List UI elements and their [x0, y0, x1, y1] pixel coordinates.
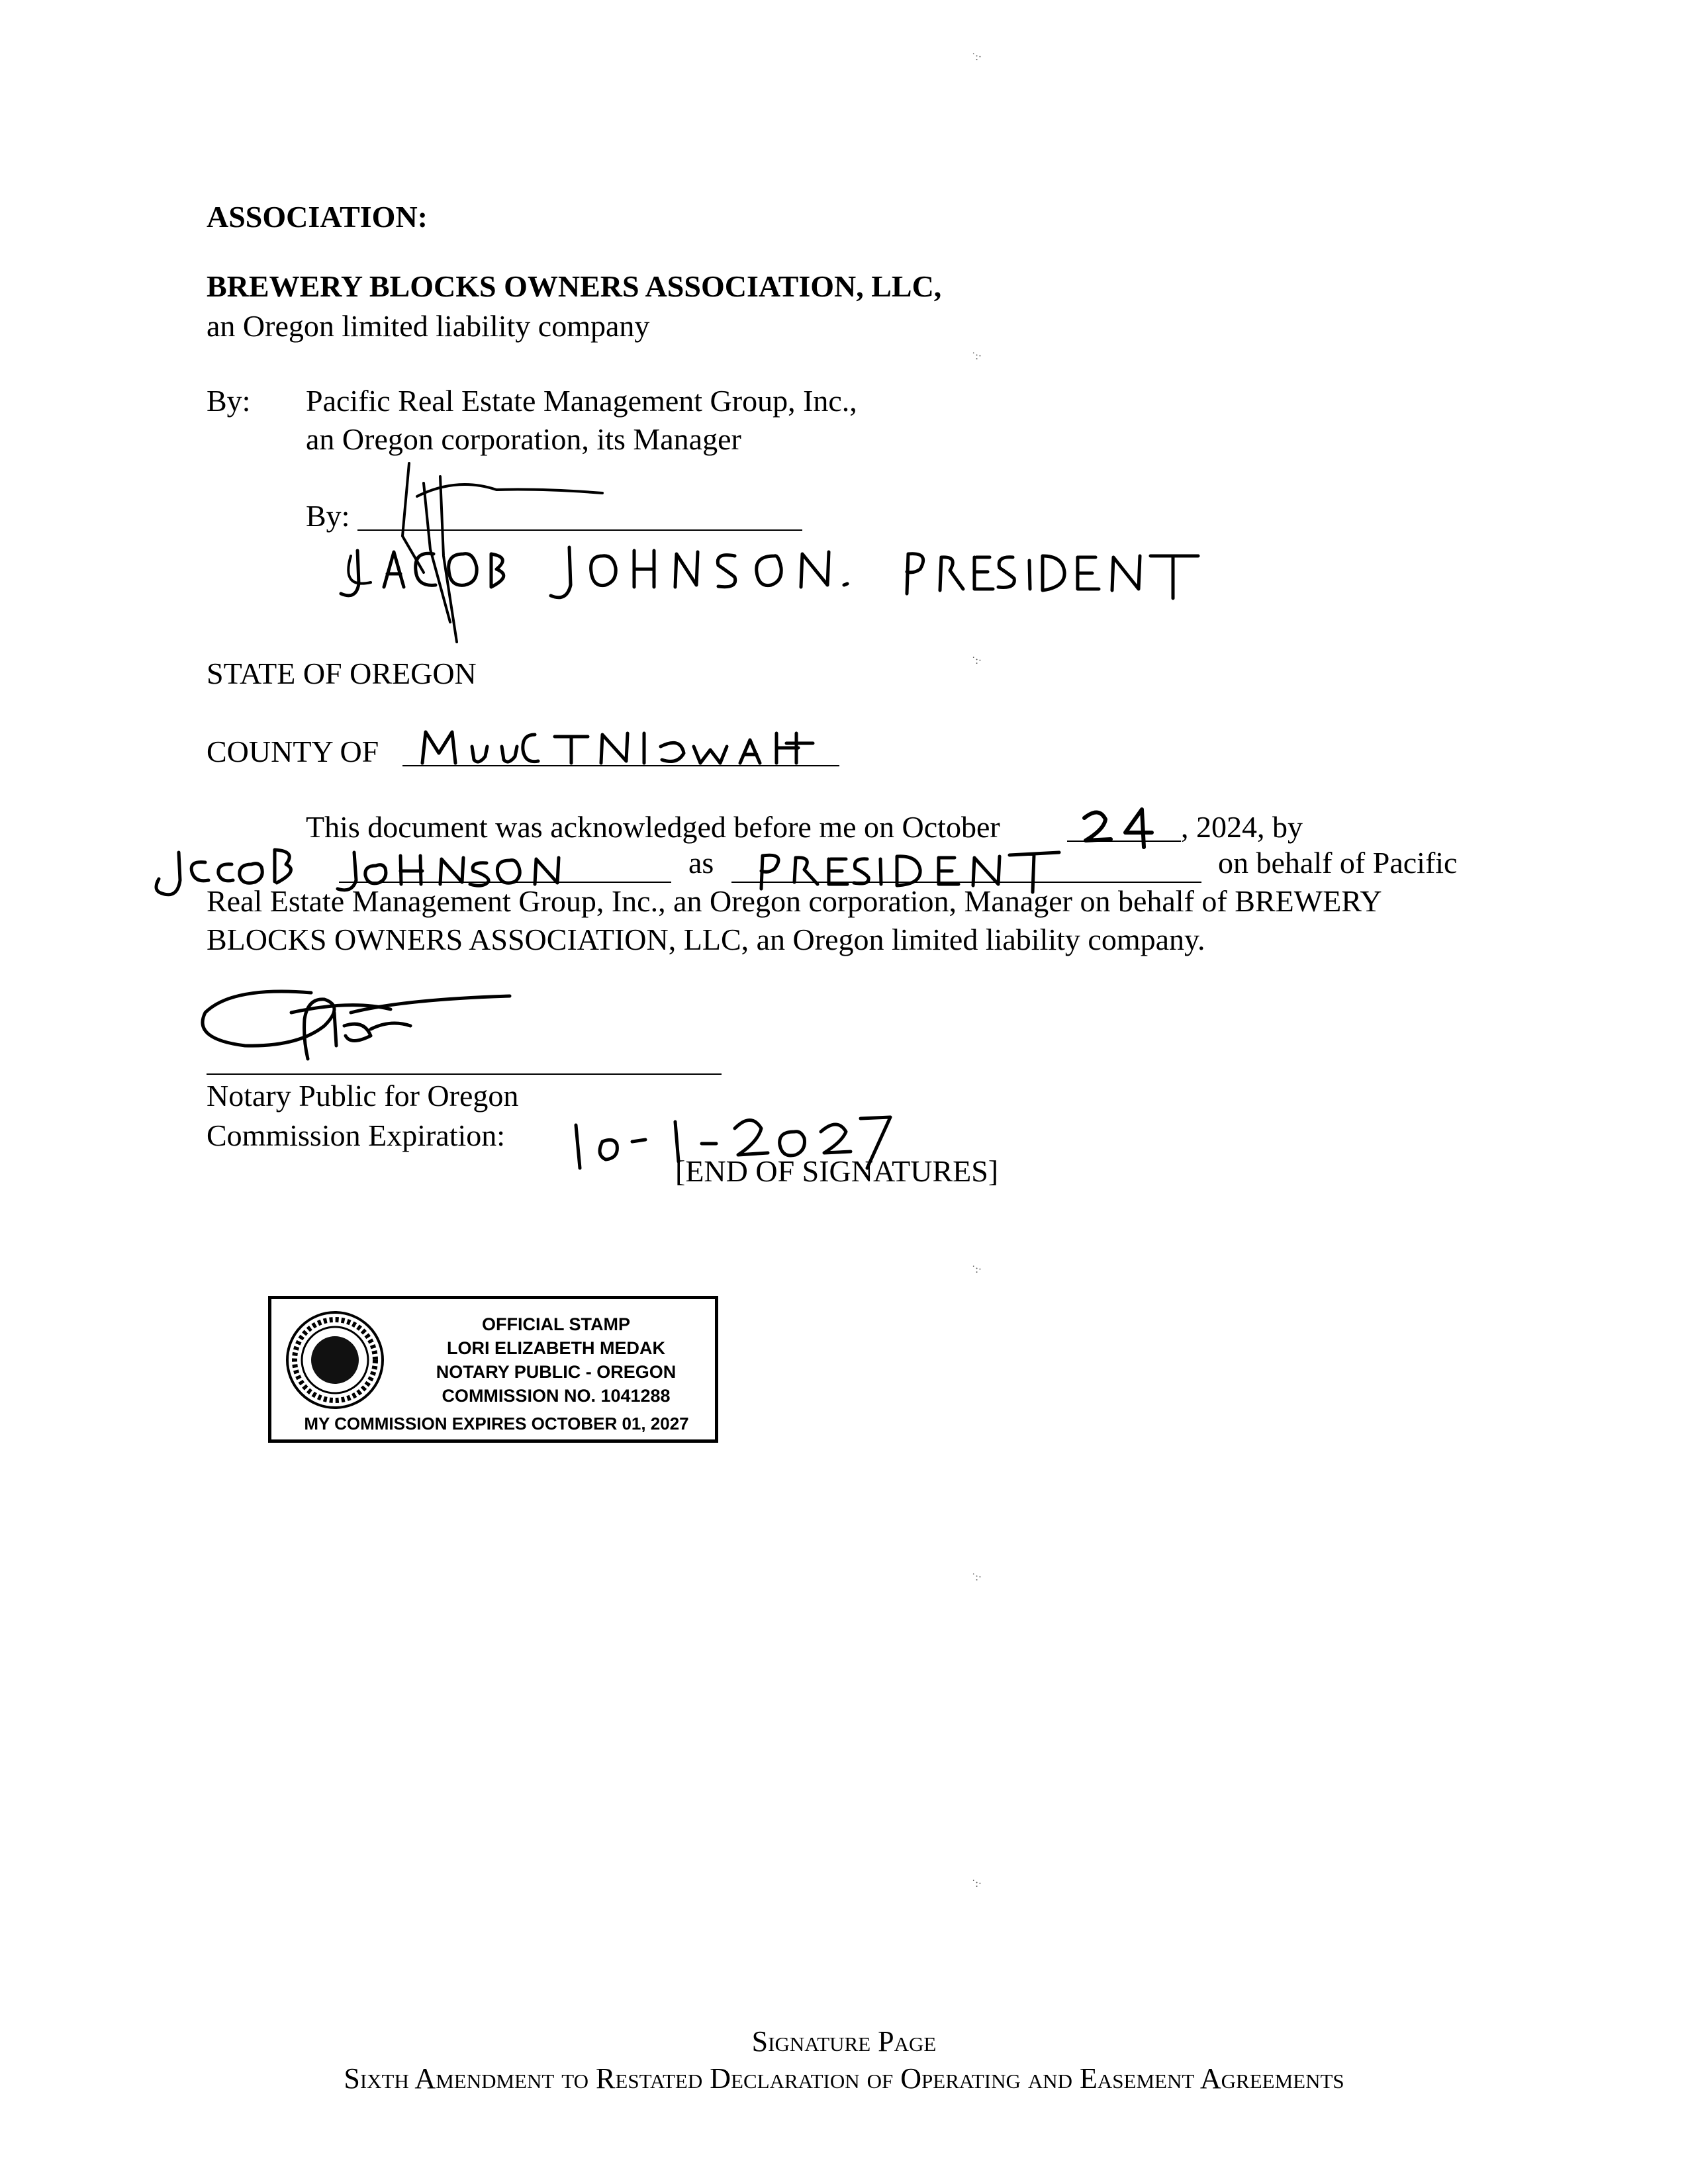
acknowledgment-suffix: , 2024, by [1181, 810, 1303, 844]
county-label: COUNTY OF [207, 735, 379, 768]
notary-signature-line [207, 1073, 722, 1075]
scan-speck: ˙:· [972, 1878, 982, 1889]
behalf-label: on behalf of Pacific [1218, 846, 1458, 880]
stamp-text [404, 1312, 708, 1408]
by-label: By: [207, 384, 251, 418]
stamp-notary-public: NOTARY PUBLIC - OREGON [436, 1362, 677, 1382]
scan-speck: ˙:· [972, 52, 982, 63]
scan-speck: ˙:· [972, 655, 982, 666]
scan-speck: ˙:· [972, 351, 982, 362]
stamp-title: OFFICIAL STAMP [482, 1314, 630, 1334]
signature-by-label: By: [306, 499, 350, 533]
footer-document-title: Sixth Amendment to Restated Declaration of Operating and Easement Agreements [344, 2062, 1344, 2095]
notary-stamp [268, 1296, 718, 1443]
association-heading: ASSOCIATION: [207, 200, 428, 234]
as-label: as [688, 846, 714, 880]
stamp-commission-number: COMMISSION NO. 1041288 [442, 1386, 671, 1406]
commission-label: Commission Expiration: [207, 1118, 506, 1152]
stamp-notary-name: LORI ELIZABETH MEDAK [447, 1338, 665, 1358]
stamp-expiration: MY COMMISSION EXPIRES OCTOBER 01, 2027 [304, 1414, 689, 1433]
state-line: STATE OF OREGON [207, 657, 477, 690]
end-of-signatures: [END OF SIGNATURES] [675, 1154, 999, 1188]
footer-signature-page: Signature Page [751, 2025, 937, 2058]
company-name: BREWERY BLOCKS OWNERS ASSOCIATION, LLC, [207, 269, 942, 303]
acknowledgment-line-4: BLOCKS OWNERS ASSOCIATION, LLC, an Oregon limited liability company. [207, 923, 1205, 956]
manager-description: an Oregon corporation, its Manager [306, 422, 741, 456]
notary-seal [282, 1307, 388, 1413]
notary-signature [192, 973, 536, 1079]
scan-speck: ˙:· [972, 1572, 982, 1583]
acknowledgment-line-3: Real Estate Management Group, Inc., an Oregon corporation, Manager on behalf of BREWERY [207, 884, 1382, 918]
county-handwritten [416, 727, 866, 773]
scan-speck: ˙:· [972, 1264, 982, 1275]
acknowledgment-prefix: This document was acknowledged before me on October [306, 810, 1000, 844]
notary-title: Notary Public for Oregon [207, 1079, 519, 1113]
manager-name: Pacific Real Estate Management Group, Inc., [306, 384, 857, 418]
company-type: an Oregon limited liability company [207, 309, 650, 343]
signer-handwritten-name [338, 537, 1291, 617]
